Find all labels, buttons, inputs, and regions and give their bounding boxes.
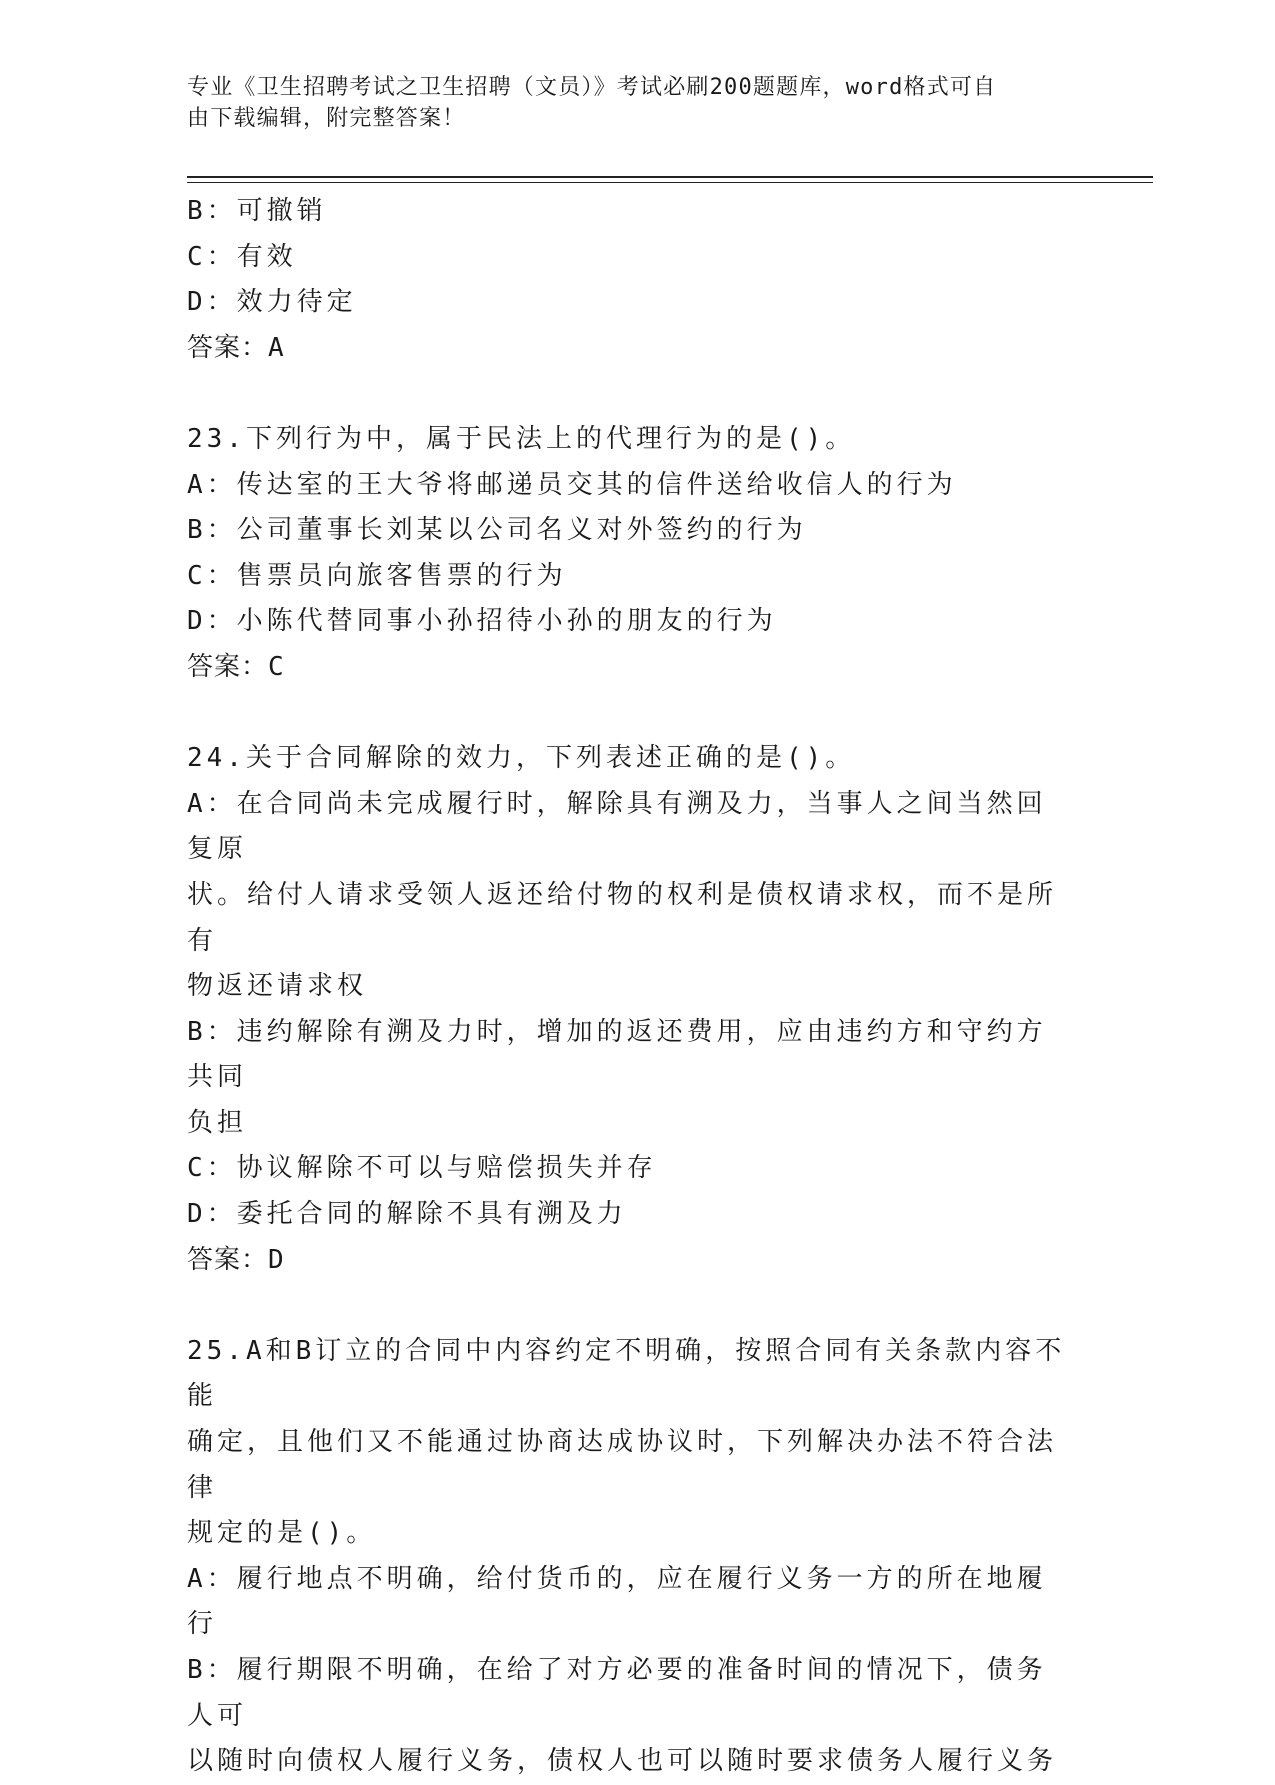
spacer: [187, 691, 1067, 737]
question-stem: 24.关于合同解除的效力，下列表述正确的是()。: [187, 743, 856, 774]
option-b: B：可撤销: [187, 196, 327, 226]
option-a-line-1: A：在合同尚未完成履行时，解除具有溯及力，当事人之间当然回复原: [187, 788, 1047, 865]
option-c: C：售票员向旅客售票的行为: [187, 560, 567, 591]
option-b-line-2: 以随时向债权人履行义务，债权人也可以随时要求债务人履行义务: [187, 1746, 1058, 1777]
spacer: [187, 371, 1067, 417]
option-a-line-3: 物返还请求权: [187, 971, 368, 1002]
option-d: D：委托合同的解除不具有溯及力: [187, 1199, 627, 1230]
page-header: [187, 72, 1067, 134]
question-stem-line-2: 确定，且他们又不能通过协商达成协议时，下列解决办法不符合法律: [187, 1427, 1058, 1503]
option-d: D：效力待定: [187, 287, 357, 318]
question-stem-line-1: 25.A和B订立的合同中内容约定不明确，按照合同有关条款内容不能: [187, 1335, 1066, 1412]
option-d: D：小陈代替同事小孙招待小孙的朋友的行为: [187, 606, 777, 637]
option-b-line-1: B：履行期限不明确，在给了对方必要的准备时间的情况下，债务人可: [187, 1655, 1047, 1731]
option-b: B：公司董事长刘某以公司名义对外签约的行为: [187, 515, 807, 546]
question-23: [187, 417, 1067, 691]
option-a: A：传达室的王大爷将邮递员交其的信件送给收信人的行为: [187, 469, 957, 500]
option-a: A：履行地点不明确，给付货币的，应在履行义务一方的所在地履行: [187, 1563, 1047, 1640]
answer: 答案：C: [187, 651, 285, 682]
option-b-line-2: 负担: [187, 1107, 248, 1138]
header-line-1: 专业《卫生招聘考试之卫生招聘（文员）》考试必刷200题题库，word格式可自: [187, 75, 997, 100]
question-stem-line-3: 规定的是()。: [187, 1518, 377, 1549]
spacer: [187, 1283, 1067, 1329]
option-c: C：协议解除不可以与赔偿损失并存: [187, 1153, 657, 1184]
question-list: [187, 189, 1067, 1785]
question-24: [187, 736, 1067, 1283]
option-c: C：有效: [187, 241, 297, 272]
header-line-2: 由下载编辑，附完整答案！: [187, 106, 466, 131]
header-divider-thick: [187, 176, 1153, 178]
question-22-continued: [187, 189, 1067, 371]
header-divider-thin: [187, 182, 1153, 183]
answer: 答案：A: [187, 332, 285, 363]
question-25: [187, 1329, 1067, 1785]
option-b-line-1: B：违约解除有溯及力时，增加的返还费用，应由违约方和守约方共同: [187, 1016, 1047, 1093]
question-stem: 23.下列行为中，属于民法上的代理行为的是()。: [187, 423, 856, 454]
option-a-line-2: 状。给付人请求受领人返还给付物的权利是债权请求权，而不是所有: [187, 879, 1058, 956]
answer: 答案：D: [187, 1244, 285, 1275]
